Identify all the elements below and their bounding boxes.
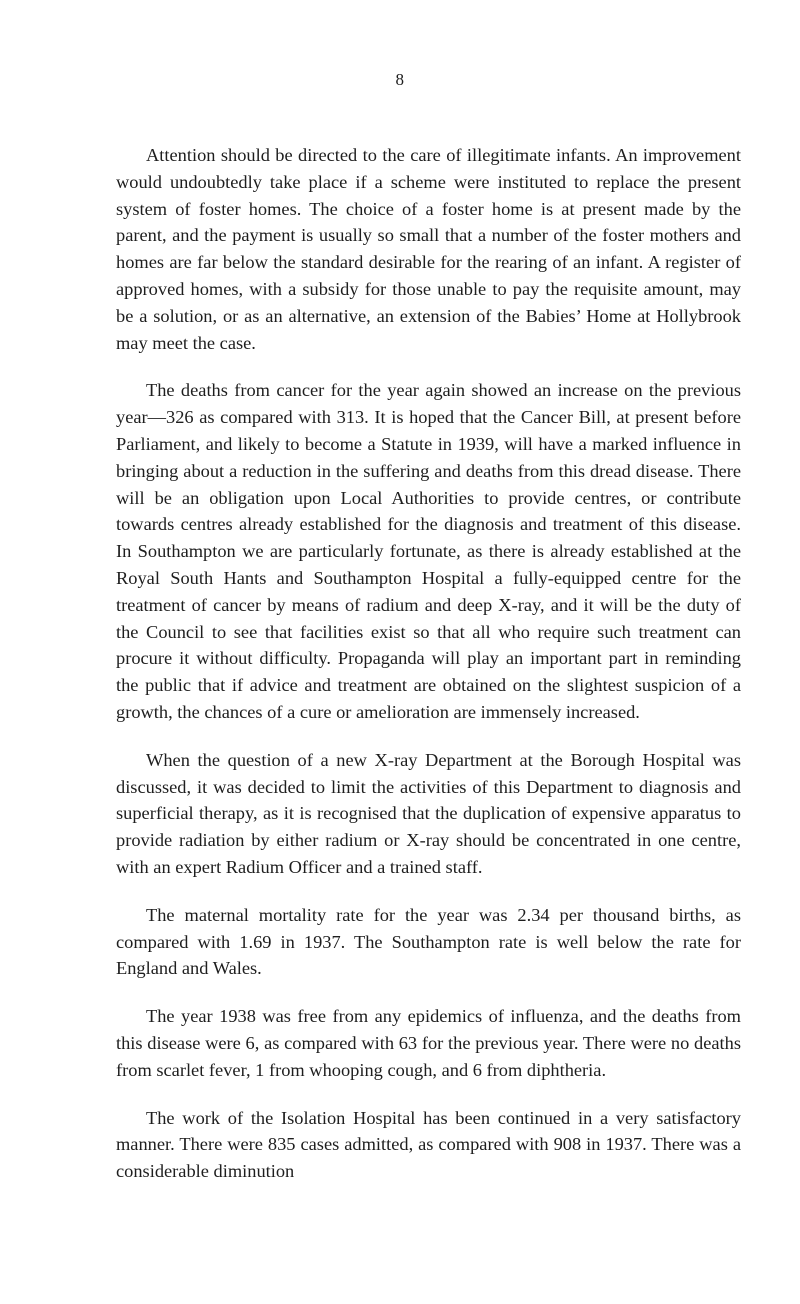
- page-number: 8: [395, 70, 405, 89]
- paragraph-illegitimate-infants: Attention should be directed to the care of illegitimate infants. An improvement would undoubtedly take place if a scheme were instituted to replace the present system of foster homes. The choice of a foster home is at present made by the parent, and the payment is usually so small that a number of the foster mothers and homes are far below the standard desirable for the rearing of an infant. A register of approved homes, with a subsidy for those unable to pay the requisite amount, may be a solution, or as an alternative, an extension of the Babies’ Home at Hollybrook may meet the case.: [116, 145, 741, 353]
- paragraph-maternal-mortality: The maternal mortality rate for the year was 2.34 per thousand births, as compared with 1.69 in 1937. The Southampton rate is well below the rate for England and Wales.: [116, 904, 741, 979]
- paragraph-x-ray-department: When the question of a new X-ray Department at the Borough Hospital was discussed, it was decided to limit the activities of this Department to diagnosis and superficial therapy, as it is recognised that the duplication of expensive apparatus to provide radiation by either radium or X-ray should be concentrated in one centre, with an expert Radium Officer and a trained staff.: [116, 749, 741, 877]
- paragraph-isolation-hospital: The work of the Isolation Hospital has been continued in a very satisfactory manner. There were 835 cases admitted, as compared with 908 in 1937. There was a considerable diminution: [116, 1107, 741, 1182]
- paragraph-epidemics: The year 1938 was free from any epidemics of influenza, and the deaths from this disease were 6, as compared with 63 for the previous year. There were no deaths from scarlet fever, 1 from whooping cough, and 6 from diphtheria.: [116, 1006, 741, 1080]
- paragraph-cancer-deaths: The deaths from cancer for the year again showed an increase on the previous year—326 as compared with 313. It is hoped that the Cancer Bill, at present before Parliament, and likely to become a Statute in 1939, will have a marked influence in bringing about a reduction in the suffering and deaths from this dread disease. There will be an obligation upon Local Authorities to provide centres, or contribute towards centres already established for the diagnosis and treatment of this disease. In Southampton we are particularly fortunate, as there is already established at the Royal South Hants and Southampton Hospital a fully-equipped centre for the treatment of cancer by means of radium and deep X-ray, and it will be the duty of the Council to see that facilities exist so that all who require such treatment can procure it without difficulty. Propaganda will play an important part in reminding the public that if advice and treatment are obtained on the slightest suspicion of a growth, the chances of a cure or amelioration are immensely increased.: [116, 380, 741, 722]
- body-text: [116, 142, 741, 1185]
